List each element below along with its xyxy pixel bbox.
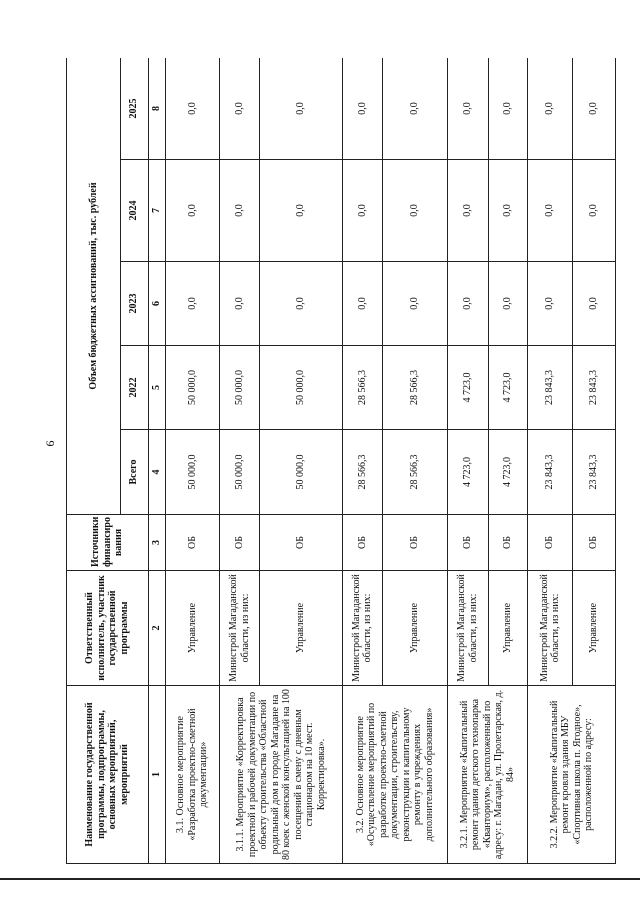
row-value: 0,0 bbox=[528, 58, 572, 160]
row-executor: Министрой Магаданской области, из них: bbox=[342, 571, 382, 686]
column-number-row bbox=[148, 58, 165, 864]
row-value: 0,0 bbox=[382, 160, 447, 262]
row-value: 50 000,0 bbox=[165, 346, 220, 430]
row-source: ОБ bbox=[572, 515, 615, 571]
page-number: 9 bbox=[43, 440, 58, 447]
row-value: 4 723,0 bbox=[447, 346, 488, 430]
row-source: ОБ bbox=[220, 515, 260, 571]
row-value: 0,0 bbox=[220, 262, 260, 346]
row-value: 0,0 bbox=[572, 58, 615, 160]
header-name: Наименование государственной программы, подпрограммы, основных мероприятий, мероприятий bbox=[67, 686, 149, 864]
row-value: 0,0 bbox=[488, 58, 528, 160]
header-year: 2022 bbox=[120, 346, 148, 430]
row-executor: Управление bbox=[165, 571, 220, 686]
row-source: ОБ bbox=[447, 515, 488, 571]
row-value: 50 000,0 bbox=[220, 346, 260, 430]
row-executor: Управление bbox=[488, 571, 528, 686]
table-row bbox=[165, 58, 220, 864]
table-row bbox=[447, 58, 488, 864]
header-year: 2024 bbox=[120, 160, 148, 262]
row-value: 0,0 bbox=[220, 160, 260, 262]
header-executor: Ответственный исполнитель, участник государственной программы bbox=[67, 571, 149, 686]
row-total: 4 723,0 bbox=[488, 430, 528, 515]
row-value: 0,0 bbox=[342, 160, 382, 262]
row-value: 28 566,3 bbox=[382, 346, 447, 430]
col-number: 6 bbox=[148, 262, 165, 346]
row-value: 0,0 bbox=[260, 160, 343, 262]
row-value: 0,0 bbox=[528, 160, 572, 262]
row-value: 23 843,3 bbox=[528, 346, 572, 430]
row-source: ОБ bbox=[260, 515, 343, 571]
page-bottom-edge bbox=[0, 878, 640, 880]
budget-table bbox=[66, 58, 616, 864]
row-value: 0,0 bbox=[572, 262, 615, 346]
row-name: 3.1.1. Мероприятие «Корректировка проектной и рабочей документации по объекту строительства «Областной родильный дом в городе Магадане на 80 коек с женской консультацией на 100 посещений в смену с дневным стационаром на 10 мест. Корректировка». bbox=[220, 686, 343, 864]
row-value: 0,0 bbox=[447, 160, 488, 262]
rotated-table-container bbox=[66, 58, 616, 864]
row-value: 0,0 bbox=[382, 58, 447, 160]
row-value: 0,0 bbox=[260, 58, 343, 160]
row-total: 50 000,0 bbox=[260, 430, 343, 515]
col-number: 4 bbox=[148, 430, 165, 515]
col-number: 7 bbox=[148, 160, 165, 262]
row-executor: Управление bbox=[382, 571, 447, 686]
row-total: 50 000,0 bbox=[220, 430, 260, 515]
row-executor: Управление bbox=[260, 571, 343, 686]
row-executor: Министрой Магаданской области, из них: bbox=[220, 571, 260, 686]
row-executor: Министрой Магаданской области, из них: bbox=[528, 571, 572, 686]
row-value: 0,0 bbox=[488, 160, 528, 262]
header-budget-group: Объем бюджетных ассигнований, тыс. рублей bbox=[67, 58, 121, 515]
row-value: 0,0 bbox=[528, 262, 572, 346]
col-number: 5 bbox=[148, 346, 165, 430]
row-value: 0,0 bbox=[382, 262, 447, 346]
table-row bbox=[528, 58, 572, 864]
row-source: ОБ bbox=[342, 515, 382, 571]
col-number: 3 bbox=[148, 515, 165, 571]
col-number: 8 bbox=[148, 58, 165, 160]
row-total: 28 566,3 bbox=[342, 430, 382, 515]
row-source: ОБ bbox=[488, 515, 528, 571]
row-total: 28 566,3 bbox=[382, 430, 447, 515]
header-row-top bbox=[67, 58, 121, 864]
row-value: 28 566,3 bbox=[342, 346, 382, 430]
row-executor: Управление bbox=[572, 571, 615, 686]
row-value: 0,0 bbox=[572, 160, 615, 262]
row-value: 0,0 bbox=[165, 160, 220, 262]
row-total: 23 843,3 bbox=[528, 430, 572, 515]
row-value: 0,0 bbox=[342, 262, 382, 346]
row-value: 23 843,3 bbox=[572, 346, 615, 430]
row-value: 4 723,0 bbox=[488, 346, 528, 430]
header-source: Источники финансиро вания bbox=[67, 515, 149, 571]
row-name: 3.2.1. Мероприятие «Капитальный ремонт здания детского технопарка «Кванториум», расположенный по адресу: г. Магадан, ул. Пролетарская, д. 84» bbox=[447, 686, 528, 864]
col-number: 2 bbox=[148, 571, 165, 686]
col-number: 1 bbox=[148, 686, 165, 864]
row-total: 23 843,3 bbox=[572, 430, 615, 515]
table-row bbox=[220, 58, 260, 864]
row-value: 0,0 bbox=[488, 262, 528, 346]
row-source: ОБ bbox=[528, 515, 572, 571]
row-source: ОБ bbox=[382, 515, 447, 571]
table-row bbox=[342, 58, 382, 864]
header-year: 2025 bbox=[120, 58, 148, 160]
row-value: 0,0 bbox=[165, 262, 220, 346]
row-value: 0,0 bbox=[220, 58, 260, 160]
row-total: 50 000,0 bbox=[165, 430, 220, 515]
row-name: 3.2.2. Мероприятие «Капитальный ремонт кровли здания МБУ «Спортивная школа п. Ягодное», расположенной по адресу: bbox=[528, 686, 616, 864]
row-executor: Министрой Магаданской области, из них: bbox=[447, 571, 488, 686]
header-year: 2023 bbox=[120, 262, 148, 346]
row-value: 0,0 bbox=[447, 262, 488, 346]
row-total: 4 723,0 bbox=[447, 430, 488, 515]
row-name: 3.2. Основное мероприятие «Осуществление мероприятий по разработке проектно-сметной документации, строительству, реконструкции и капитальному ремонту в учреждениях дополнительного образования» bbox=[342, 686, 447, 864]
row-name: 3.1. Основное мероприятие «Разработка проектно-сметной документации» bbox=[165, 686, 220, 864]
row-value: 0,0 bbox=[342, 58, 382, 160]
row-value: 0,0 bbox=[447, 58, 488, 160]
header-total: Всего bbox=[120, 430, 148, 515]
row-value: 50 000,0 bbox=[260, 346, 343, 430]
row-source: ОБ bbox=[165, 515, 220, 571]
row-value: 0,0 bbox=[165, 58, 220, 160]
row-value: 0,0 bbox=[260, 262, 343, 346]
